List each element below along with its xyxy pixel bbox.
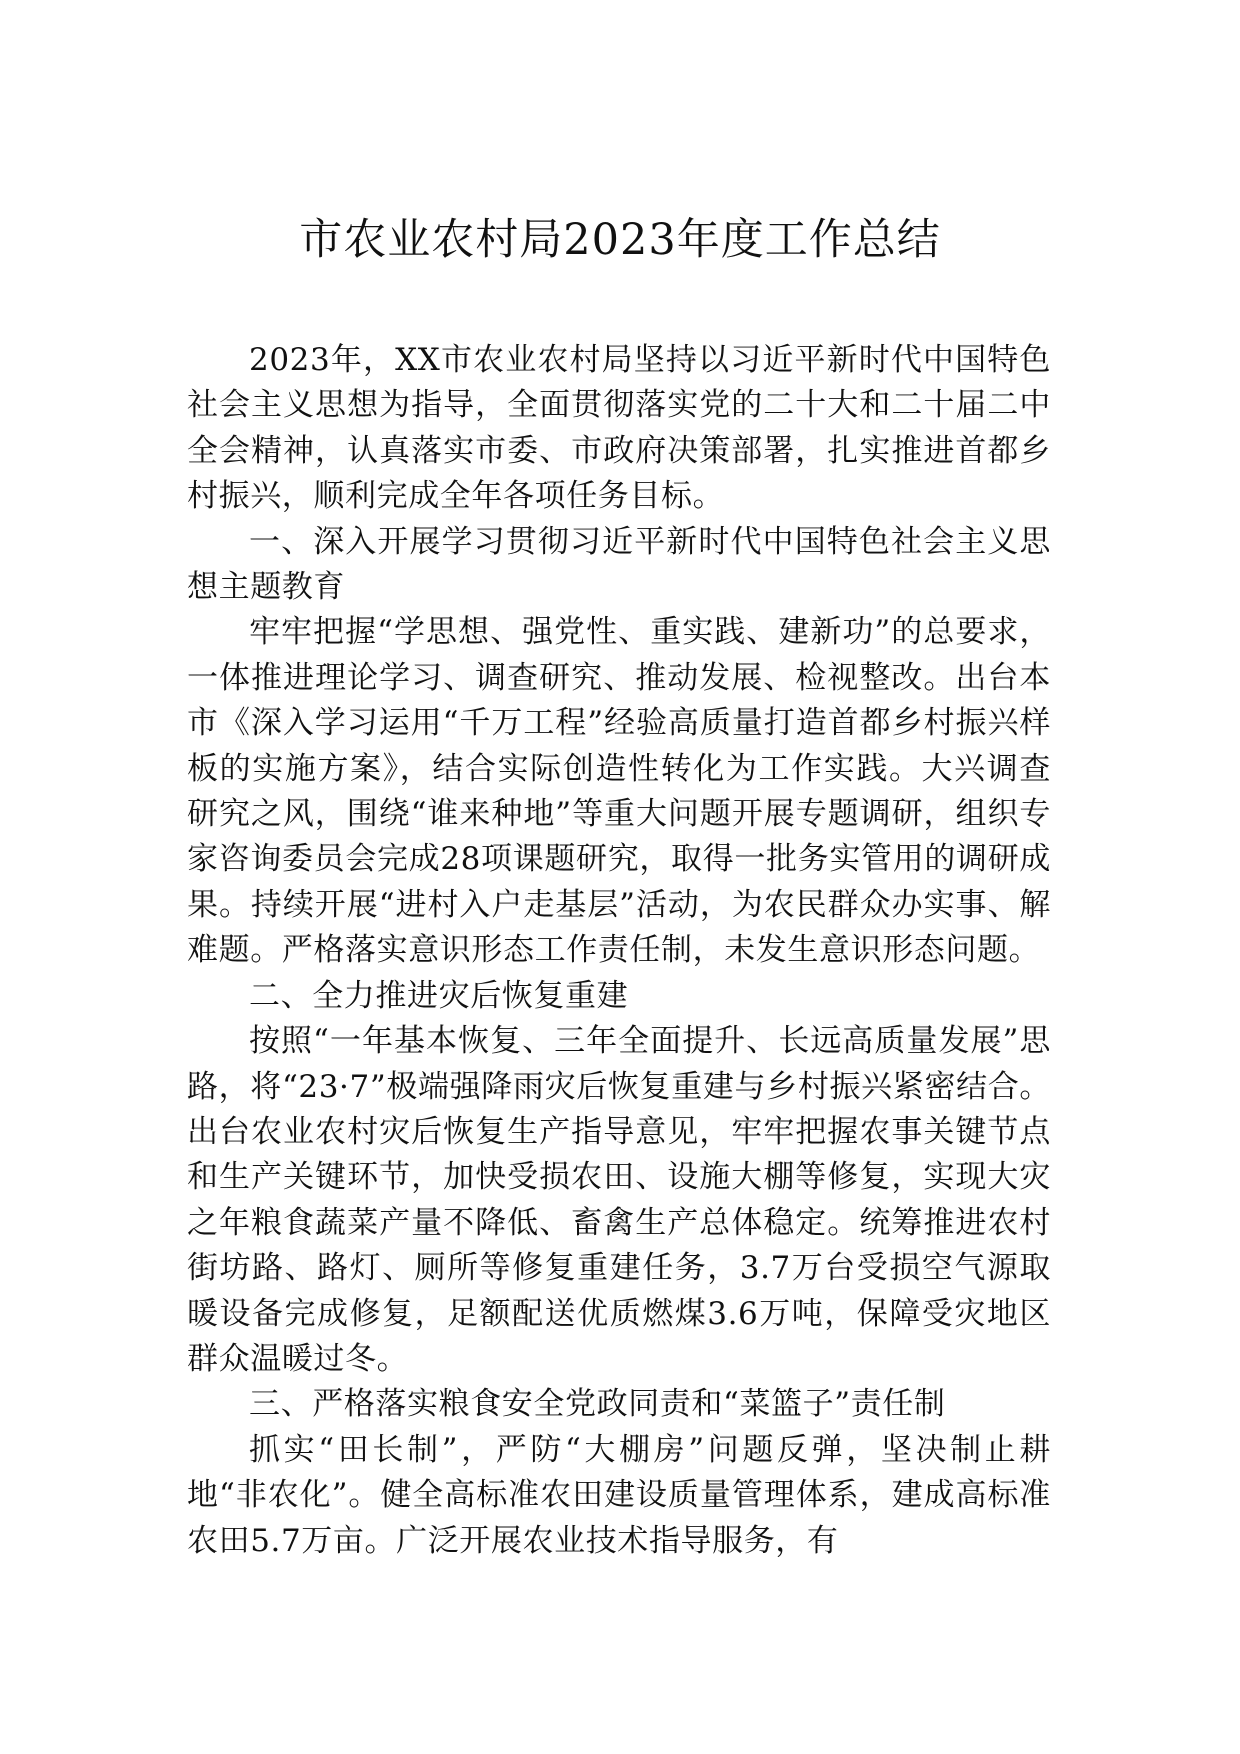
document-body <box>187 338 1051 1564</box>
intro-paragraph: 2023年，XX市农业农村局坚持以习近平新时代中国特色社会主义思想为指导，全面贯彻落实党的二十大和二十届二中全会精神，认真落实市委、市政府决策部署，扎实推进首都乡村振兴，顺利完成全年各项任务目标。 <box>187 342 1051 515</box>
section-1-paragraph: 牢牢把握“学思想、强党性、重实践、建新功”的总要求，一体推进理论学习、调查研究、推动发展、检视整改。出台本市《深入学习运用“千万工程”经验高质量打造首都乡村振兴样板的实施方案》，结合实际创造性转化为工作实践。大兴调查研究之风，围绕“谁来种地”等重大问题开展专题调研，组织专家咨询委员会完成28项课题研究，取得一批务实管用的调研成果。持续开展“进村入户走基层”活动，为农民群众办实事、解难题。严格落实意识形态工作责任制，未发生意识形态问题。 <box>187 614 1051 969</box>
section-2-paragraph: 按照“一年基本恢复、三年全面提升、长远高质量发展”思路，将“23·7”极端强降雨灾后恢复重建与乡村振兴紧密结合。出台农业农村灾后恢复生产指导意见，牢牢把握农事关键节点和生产关键环节，加快受损农田、设施大棚等修复，实现大灾之年粮食蔬菜产量不降低、畜禽生产总体稳定。统筹推进农村街坊路、路灯、厕所等修复重建任务，3.7万台受损空气源取暖设备完成修复，足额配送优质燃煤3.6万吨，保障受灾地区群众温暖过冬。 <box>187 1023 1051 1377</box>
section-heading-2: 二、全力推进灾后恢复重建 <box>249 977 629 1014</box>
section-heading-1: 一、深入开展学习贯彻习近平新时代中国特色社会主义思想主题教育 <box>187 523 1051 606</box>
section-heading-3: 三、严格落实粮食安全党政同责和“菜篮子”责任制 <box>249 1386 946 1423</box>
document-title: 市农业农村局2023年度工作总结 <box>299 215 941 265</box>
section-3-paragraph: 抓实“田长制”，严防“大棚房”问题反弹，坚决制止耕地“非农化”。健全高标准农田建设质量管理体系，建成高标准农田5.7万亩。广泛开展农业技术指导服务，有 <box>187 1431 1051 1559</box>
